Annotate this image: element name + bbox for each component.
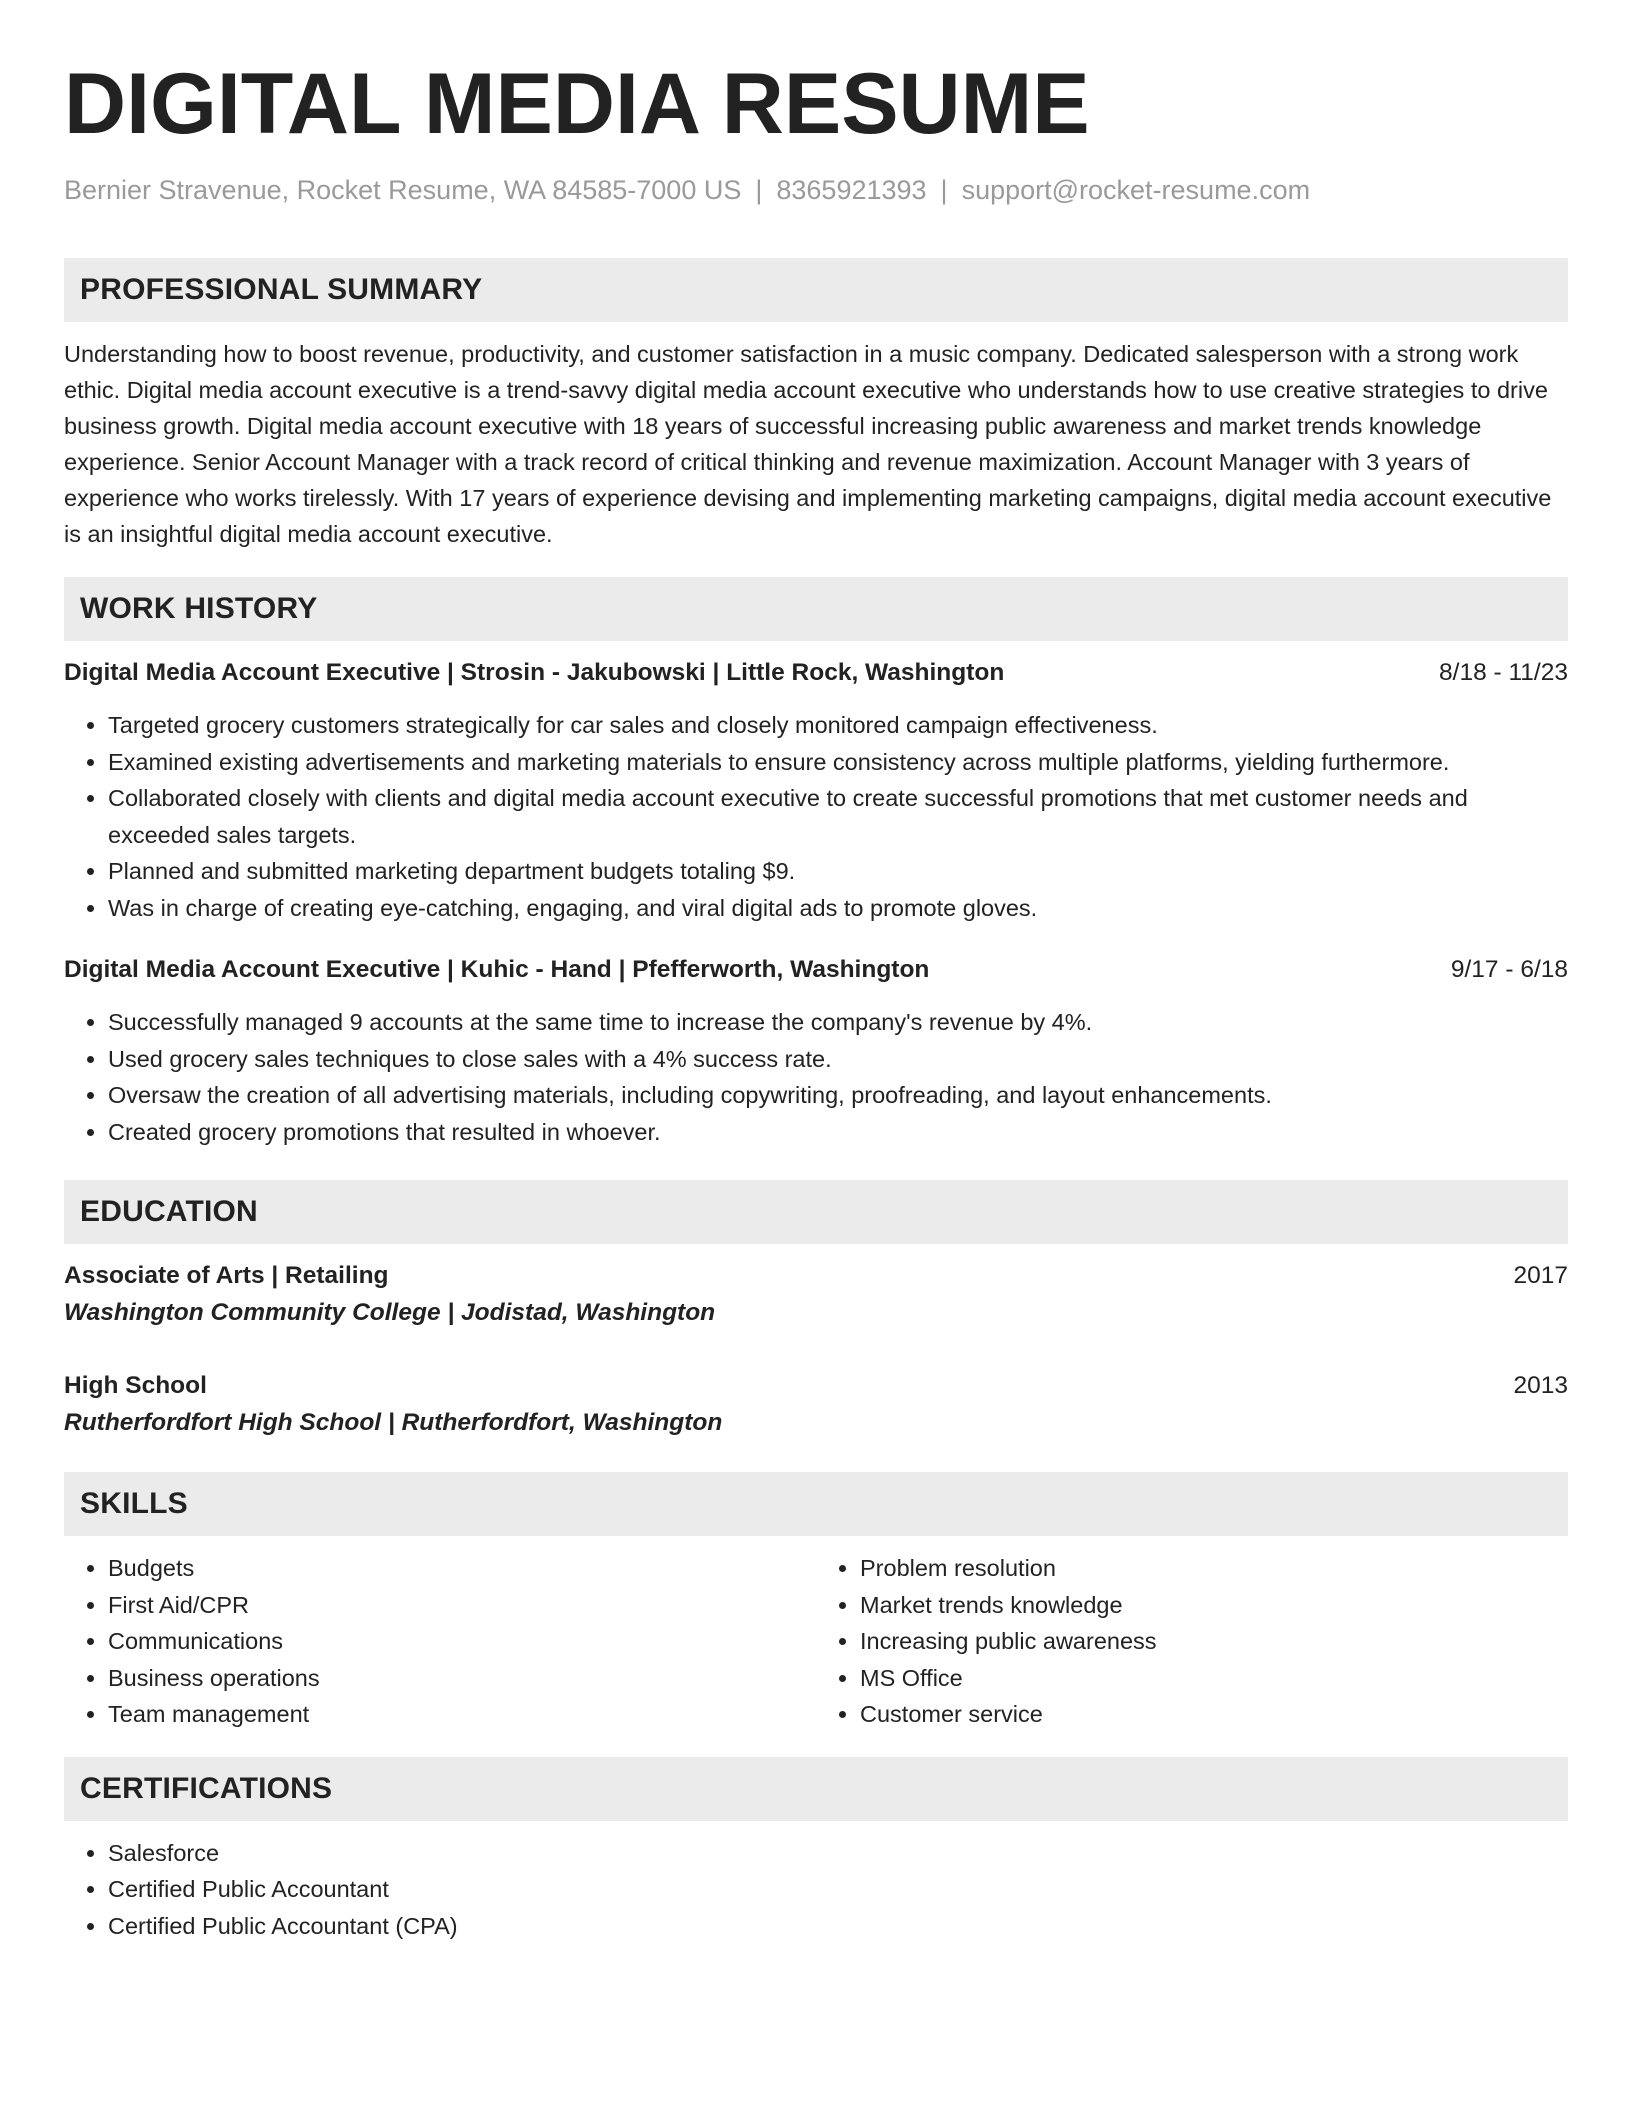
skills-list-right: [816, 1550, 1568, 1733]
education-entry: [64, 1258, 1568, 1332]
list-item: • Increasing public awareness: [860, 1623, 1568, 1660]
job-dates: 8/18 - 11/23: [1439, 659, 1568, 686]
list-item: • Examined existing advertisements and marketing materials to ensure consistency across multiple platforms, yielding furthermore.: [108, 744, 1568, 781]
list-item: • Team management: [108, 1696, 816, 1733]
education-entry: [64, 1368, 1568, 1442]
list-item: • Certified Public Accountant (CPA): [108, 1908, 1568, 1945]
list-item: • Budgets: [108, 1550, 816, 1587]
list-item: • Planned and submitted marketing department budgets totaling $9.: [108, 853, 1568, 890]
education-year: 2017: [1513, 1262, 1568, 1289]
job-entry: [64, 655, 1568, 926]
job-header: [64, 952, 1568, 988]
summary-paragraph: Understanding how to boost revenue, productivity, and customer satisfaction in a music company. Dedicated salesperson with a strong work ethic. Digital media account executive is a trend-savvy digital media account executive who understands how to use creative strategies to drive business growth. Digital media account executive with 18 years of successful increasing public awareness and market trends knowledge experience. Senior Account Manager with a track record of critical thinking and revenue maximization. Account Manager with 3 years of experience who works tirelessly. With 17 years of experience devising and implementing marketing campaigns, digital media account executive is an insightful digital media account executive.: [64, 341, 1552, 547]
section-title: SKILLS: [80, 1487, 188, 1520]
job-dates: 9/17 - 6/18: [1450, 956, 1568, 983]
education-year: 2013: [1513, 1372, 1568, 1399]
list-item: • Customer service: [860, 1696, 1568, 1733]
contact-phone: 8365921393: [776, 175, 927, 205]
list-item: • First Aid/CPR: [108, 1587, 816, 1624]
contact-separator: |: [940, 175, 948, 205]
list-item: • Problem resolution: [860, 1550, 1568, 1587]
contact-email: support@rocket-resume.com: [961, 175, 1311, 205]
list-item: • Targeted grocery customers strategically for car sales and closely monitored campaign effectiveness.: [108, 707, 1568, 744]
list-item: • Successfully managed 9 accounts at the same time to increase the company's revenue by 4%.: [108, 1004, 1568, 1041]
skills-list-left: [64, 1550, 816, 1733]
job-title: Digital Media Account Executive | Strosin - Jakubowski | Little Rock, Washington: [64, 659, 1005, 686]
education-degree: Associate of Arts | Retailing: [64, 1262, 389, 1289]
contact-line: [64, 172, 1568, 208]
contact-address: Bernier Stravenue, Rocket Resume, WA 84585-7000 US: [64, 175, 742, 205]
section-header-skills: [64, 1472, 1568, 1536]
section-title: PROFESSIONAL SUMMARY: [80, 273, 483, 306]
education-header: [64, 1368, 1568, 1404]
list-item: • Salesforce: [108, 1835, 1568, 1872]
section-header-work-history: [64, 577, 1568, 641]
skills-columns: [64, 1550, 1568, 1733]
list-item: • Collaborated closely with clients and digital media account executive to create successful promotions that met customer needs and exceeded sales targets.: [108, 780, 1568, 853]
education-school: Rutherfordfort High School | Rutherfordfort, Washington: [64, 1409, 723, 1436]
certifications-list: [64, 1835, 1568, 1945]
section-header-education: [64, 1180, 1568, 1244]
list-item: • Oversaw the creation of all advertising materials, including copywriting, proofreading, and layout enhancements.: [108, 1077, 1568, 1114]
education-school: Washington Community College | Jodistad, Washington: [64, 1299, 716, 1326]
list-item: • Created grocery promotions that resulted in whoever.: [108, 1114, 1568, 1151]
job-bullets: [64, 1004, 1568, 1150]
resume-title: DIGITAL MEDIA RESUME: [64, 56, 1090, 152]
list-item: • Market trends knowledge: [860, 1587, 1568, 1624]
contact-separator: |: [755, 175, 763, 205]
section-header-certifications: [64, 1757, 1568, 1821]
job-title: Digital Media Account Executive | Kuhic - Hand | Pfefferworth, Washington: [64, 956, 930, 983]
list-item: • Communications: [108, 1623, 816, 1660]
education-degree: High School: [64, 1372, 207, 1399]
job-bullets: [64, 707, 1568, 926]
list-item: • Business operations: [108, 1660, 816, 1697]
section-title: EDUCATION: [80, 1195, 258, 1228]
education-header: [64, 1258, 1568, 1294]
list-item: • Used grocery sales techniques to close sales with a 4% success rate.: [108, 1041, 1568, 1078]
section-title: WORK HISTORY: [80, 592, 318, 625]
job-header: [64, 655, 1568, 691]
section-header-summary: [64, 258, 1568, 322]
job-entry: [64, 952, 1568, 1150]
section-title: CERTIFICATIONS: [80, 1771, 333, 1805]
list-item: • Certified Public Accountant: [108, 1871, 1568, 1908]
list-item: • MS Office: [860, 1660, 1568, 1697]
list-item: • Was in charge of creating eye-catching, engaging, and viral digital ads to promote gloves.: [108, 890, 1568, 927]
